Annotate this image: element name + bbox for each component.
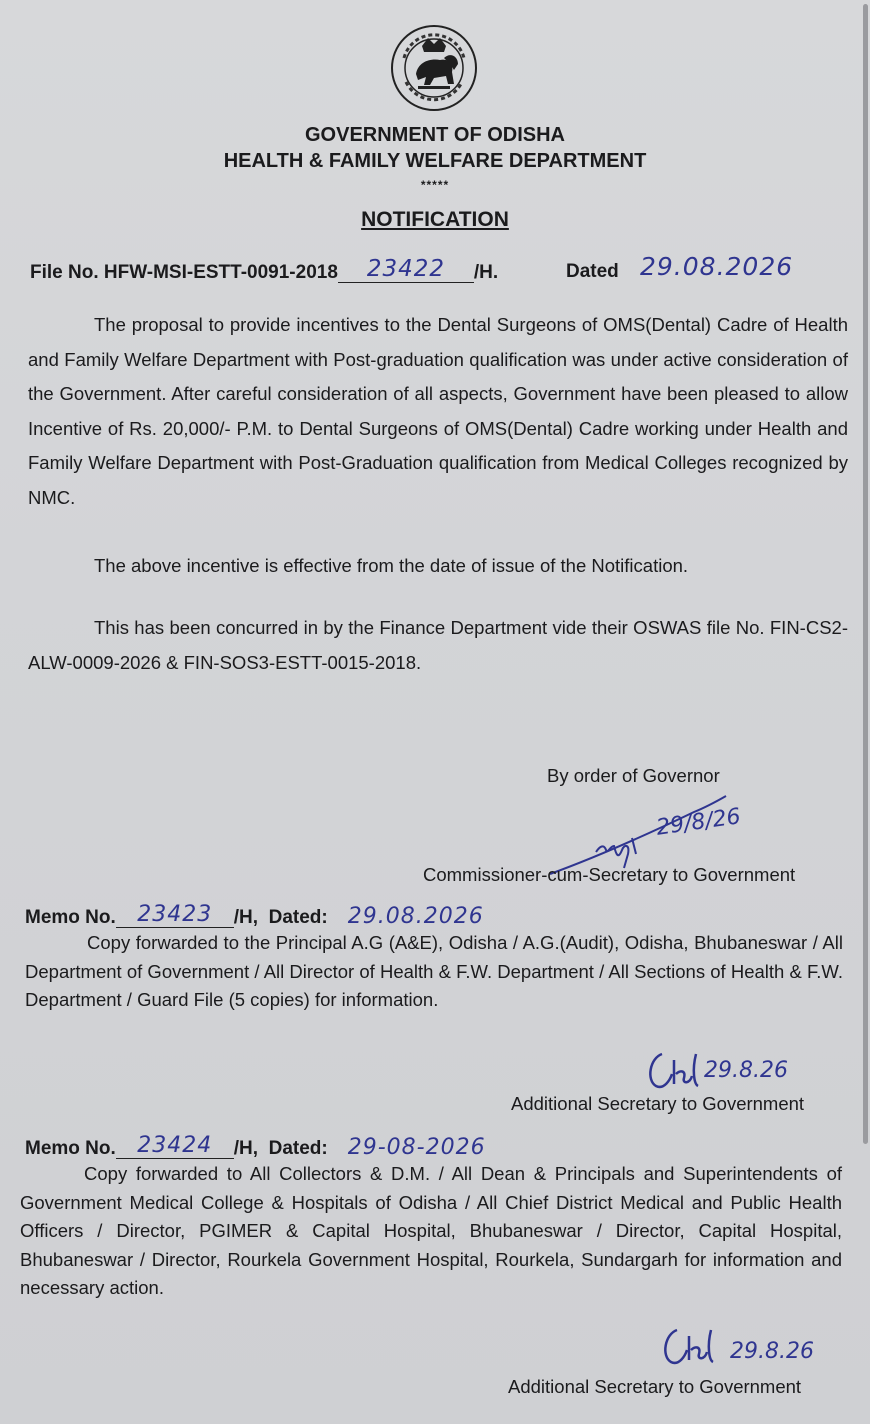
separator-stars: ***** — [420, 178, 450, 192]
file-number-suffix: /H. — [473, 262, 499, 283]
file-number-line — [30, 258, 498, 285]
by-order-line: By order of Governor — [547, 765, 720, 786]
commissioner-signature-date: 29/8/26 — [654, 804, 743, 841]
memo-1-copy-text: Copy forwarded to the Principal A.G (A&E), Odisha / A.G.(Audit), Odisha, Bhubaneswar / All Department of Government / All Director of Health & F.W. Department / All Sections of Health & F.W. Department / Guard File (5 copies) for information. — [25, 932, 843, 1010]
commissioner-designation: Commissioner-cum-Secretary to Government — [423, 864, 796, 885]
additional-secretary-signature-2-date: 29.8.26 — [730, 1339, 814, 1364]
file-dated-handwritten: 29.08.2026 — [640, 252, 794, 281]
department-heading: HEALTH & FAMILY WELFARE DEPARTMENT — [223, 150, 647, 172]
additional-secretary-designation-1: Additional Secretary to Government — [511, 1093, 805, 1114]
memo-2-line — [25, 1135, 486, 1161]
file-number-handwritten: 23422 — [366, 256, 445, 282]
additional-secretary-signature-1-date: 29.8.26 — [704, 1058, 788, 1083]
memo-1-dated-label: Dated: — [268, 907, 328, 928]
memo-1-suffix: /H, — [233, 907, 259, 928]
memo-2-suffix: /H, — [233, 1138, 259, 1159]
government-heading: GOVERNMENT OF ODISHA — [304, 124, 565, 146]
memo-2-dated-label: Dated: — [268, 1138, 328, 1159]
body-paragraph-1: The proposal to provide incentives to the Dental Surgeons of OMS(Dental) Cadre of Health and Family Welfare Department with Post-graduation qualification was under active consideration of the Government. After careful consideration of all aspects, Government have been pleased to allow Incentive of Rs. 20,000/- P.M. to Dental Surgeons of OMS(Dental) Cadre working under Health and Family Welfare Department with Post-Graduation qualification from Medical Colleges recognized by NMC. — [28, 314, 848, 508]
memo-2-copy-text: Copy forwarded to All Collectors & D.M. / All Dean & Principals and Superintendents of Government Medical College & Hospitals of Odisha / All Chief District Medical and Public Health Officers / Director, PGIMER & Capital Hospital, Bhubaneswar / Director, Capital Hospital, Bhubaneswar / Director, Rourkela Government Hospital, Rourkela, Sundargarh for information and necessary action. — [20, 1163, 842, 1298]
body-paragraph-3: This has been concurred in by the Finance Department vide their OSWAS file No. FIN-CS2-ALW-0009-2026 & FIN-SOS3-ESTT-0015-2018. — [28, 617, 848, 673]
memo-1-number-handwritten: 23423 — [137, 902, 213, 927]
memo-2-number-handwritten: 23424 — [137, 1133, 213, 1158]
memo-1-label: Memo No. — [25, 907, 116, 928]
memo-2-label: Memo No. — [25, 1138, 116, 1159]
body-paragraph-2: The above incentive is effective from the date of issue of the Notification. — [94, 555, 689, 576]
additional-secretary-designation-2: Additional Secretary to Government — [508, 1376, 802, 1397]
notification-title — [0, 208, 870, 232]
odisha-state-emblem-icon — [388, 22, 480, 114]
memo-2-dated-handwritten: 29-08-2026 — [347, 1135, 486, 1160]
scrollbar[interactable] — [863, 4, 868, 1144]
notification-title-text: NOTIFICATION — [361, 208, 509, 231]
memo-1-dated-handwritten: 29.08.2026 — [347, 904, 484, 929]
file-dated-label: Dated — [566, 261, 619, 282]
file-number-label: File No. HFW-MSI-ESTT-0091-2018 — [30, 262, 338, 283]
memo-1-line — [25, 904, 484, 930]
